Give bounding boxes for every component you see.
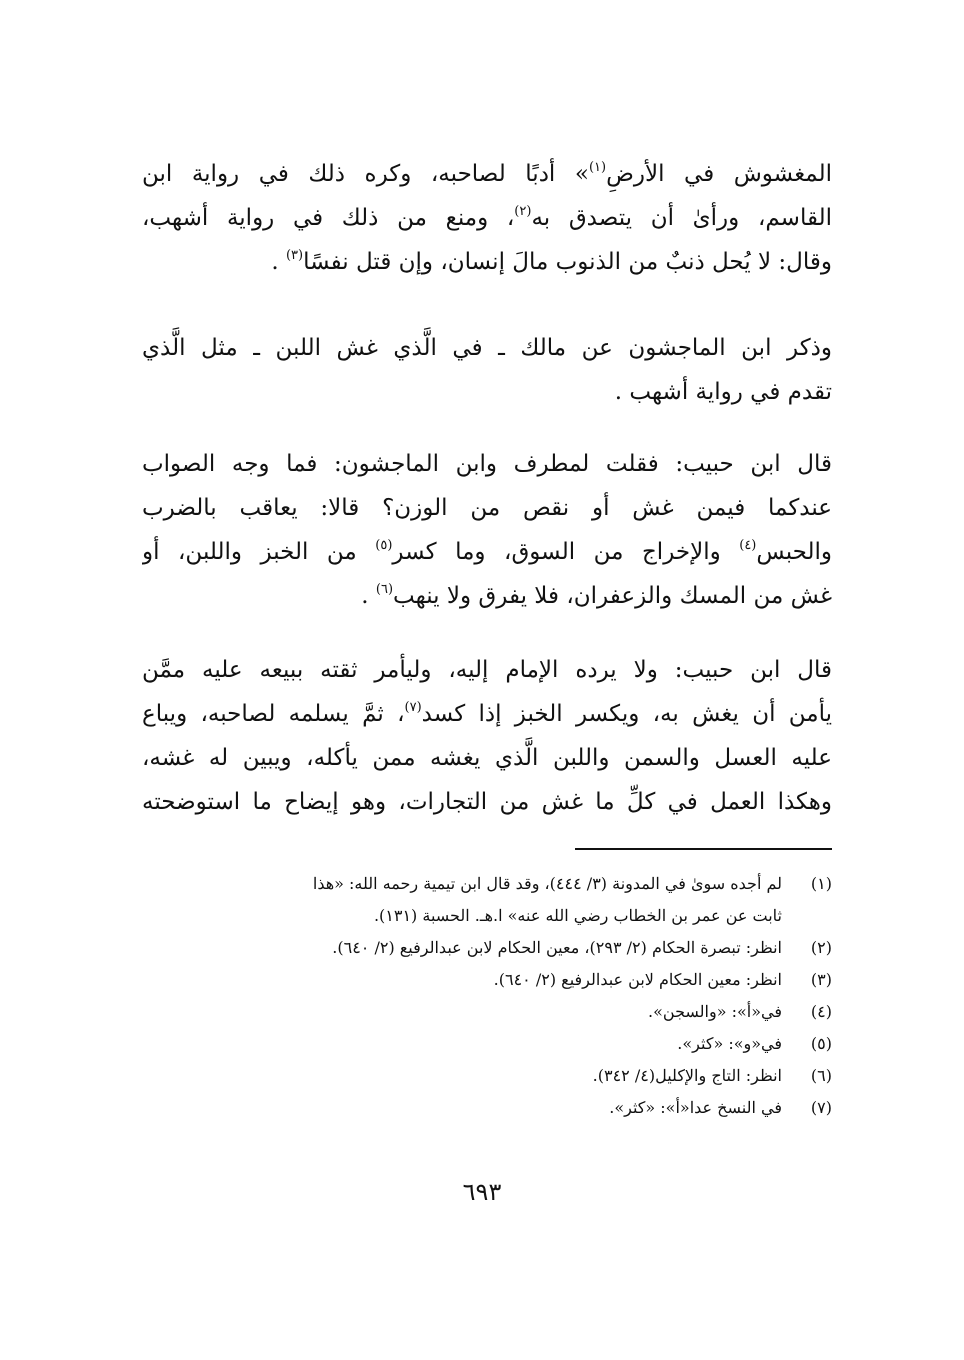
footnote-ref-3[interactable]: (٣) xyxy=(285,248,304,263)
paragraph-2 xyxy=(142,326,832,414)
text-line: وقال: لا يُحل ذنبٌ من الذنوب مالَ إنسان، وإن قتل نفسًا$^{(٣)}$ . xyxy=(271,248,832,275)
text-line: وهكذا العمل في كلِّ ما غش من التجارات، وهو إيضاح ما استوضحته xyxy=(142,789,832,815)
footnote-ref-6[interactable]: (٦) xyxy=(375,582,394,597)
footnote-separator xyxy=(575,848,832,850)
footnote-number: (١) xyxy=(810,874,832,893)
footnote-ref-5[interactable]: (٥) xyxy=(375,538,393,553)
footnote-number: (٢) xyxy=(810,938,832,957)
text-line: عندكما فيمن غش أو نقص من الوزن؟ قالا: يعاقب بالضرب xyxy=(142,495,832,521)
footnote-ref-4[interactable]: (٤) xyxy=(739,538,757,553)
footnote-text: انظر: معين الحكام لابن عبدالرفيع (٢/ ٦٤٠). xyxy=(493,970,782,989)
footnote-number: (٤) xyxy=(810,1002,832,1021)
text-line: القاسم، ورأىٰ أن يتصدق به$^{(٢)}$، ومنع من ذلك في رواية أشهب، xyxy=(142,204,832,231)
footnote-text: انظر: التاج والإكليل(٤/ ٣٤٢). xyxy=(592,1066,782,1085)
footnote-5 xyxy=(142,1028,832,1060)
footnote-number: (٦) xyxy=(810,1066,832,1085)
paragraph-3 xyxy=(142,442,832,618)
text-line: عليه العسل والسمن واللبن الَّذي يغشه ممن يأكله، ويبين له غشه، xyxy=(142,745,832,771)
footnote-text: في«و»: «كثر». xyxy=(677,1034,782,1053)
footnote-7 xyxy=(142,1092,832,1124)
footnote-4 xyxy=(142,996,832,1028)
footnote-ref-2[interactable]: (٢) xyxy=(514,204,532,219)
text-line: تقدم في رواية أشهب . xyxy=(614,379,832,405)
paragraph-1 xyxy=(142,152,832,284)
footnote-number: (٣) xyxy=(810,970,832,989)
footnote-ref-1[interactable]: (١) xyxy=(588,160,607,175)
text-line: يأمن أن يغش به، ويكسر الخبز إذا كسد$^{(٧)}$، ثمَّ يسلمه لصاحبه، ويباع xyxy=(142,700,832,727)
text-line: قال ابن حبيب: فقلت لمطرف وابن الماجشون: فما وجه الصواب xyxy=(142,451,832,477)
text-line: والحبس$^{(٤)}$ والإخراج من السوق، وما كسر$^{(٥)}$ من الخبز واللبن، أو xyxy=(142,538,832,565)
footnote-text-continued: ثابت عن عمر بن الخطاب رضي الله عنه» ا.هـ. الحسبة (١٣١). xyxy=(373,906,782,925)
page-number: ٦٩٣ xyxy=(462,1178,502,1206)
footnote-text: في«أ»: «والسجن». xyxy=(648,1002,782,1021)
text-line: غش من المسك والزعفران، فلا يفرق ولا ينهب$^{(٦)}$ . xyxy=(361,582,832,609)
footnote-number: (٧) xyxy=(810,1098,832,1117)
footnote-text: في النسخ عدا«أ»: «كثر». xyxy=(609,1098,782,1117)
footnote-6 xyxy=(142,1060,832,1092)
text-line: وذكر ابن الماجشون عن مالك ـ في الَّذي غش اللبن ـ مثل الَّذي xyxy=(142,335,832,361)
footnote-ref-7[interactable]: (٧) xyxy=(404,700,422,715)
paragraph-4 xyxy=(142,648,832,824)
text-line: قال ابن حبيب: ولا يرده الإمام إليه، وليأمر ثقته ببيعه عليه ممَّن xyxy=(142,657,832,683)
footnote-3 xyxy=(142,964,832,996)
footnotes xyxy=(142,868,832,1124)
footnote-2 xyxy=(142,932,832,964)
footnote-number: (٥) xyxy=(810,1034,832,1053)
text-line: المغشوش في الأرضِ$^{(١)}$» أدبًا لصاحبه، وكره ذلك في رواية ابن xyxy=(142,160,832,187)
footnote-text: لم أجده سوىٰ في المدونة (٣/ ٤٤٤)، وقد قال ابن تيمية رحمه الله: «هذا xyxy=(312,874,782,893)
footnote-1 xyxy=(142,868,832,932)
footnote-text: انظر: تبصرة الحكام (٢/ ٢٩٣)، معين الحكام لابن عبدالرفيع (٢/ ٦٤٠). xyxy=(332,938,782,957)
